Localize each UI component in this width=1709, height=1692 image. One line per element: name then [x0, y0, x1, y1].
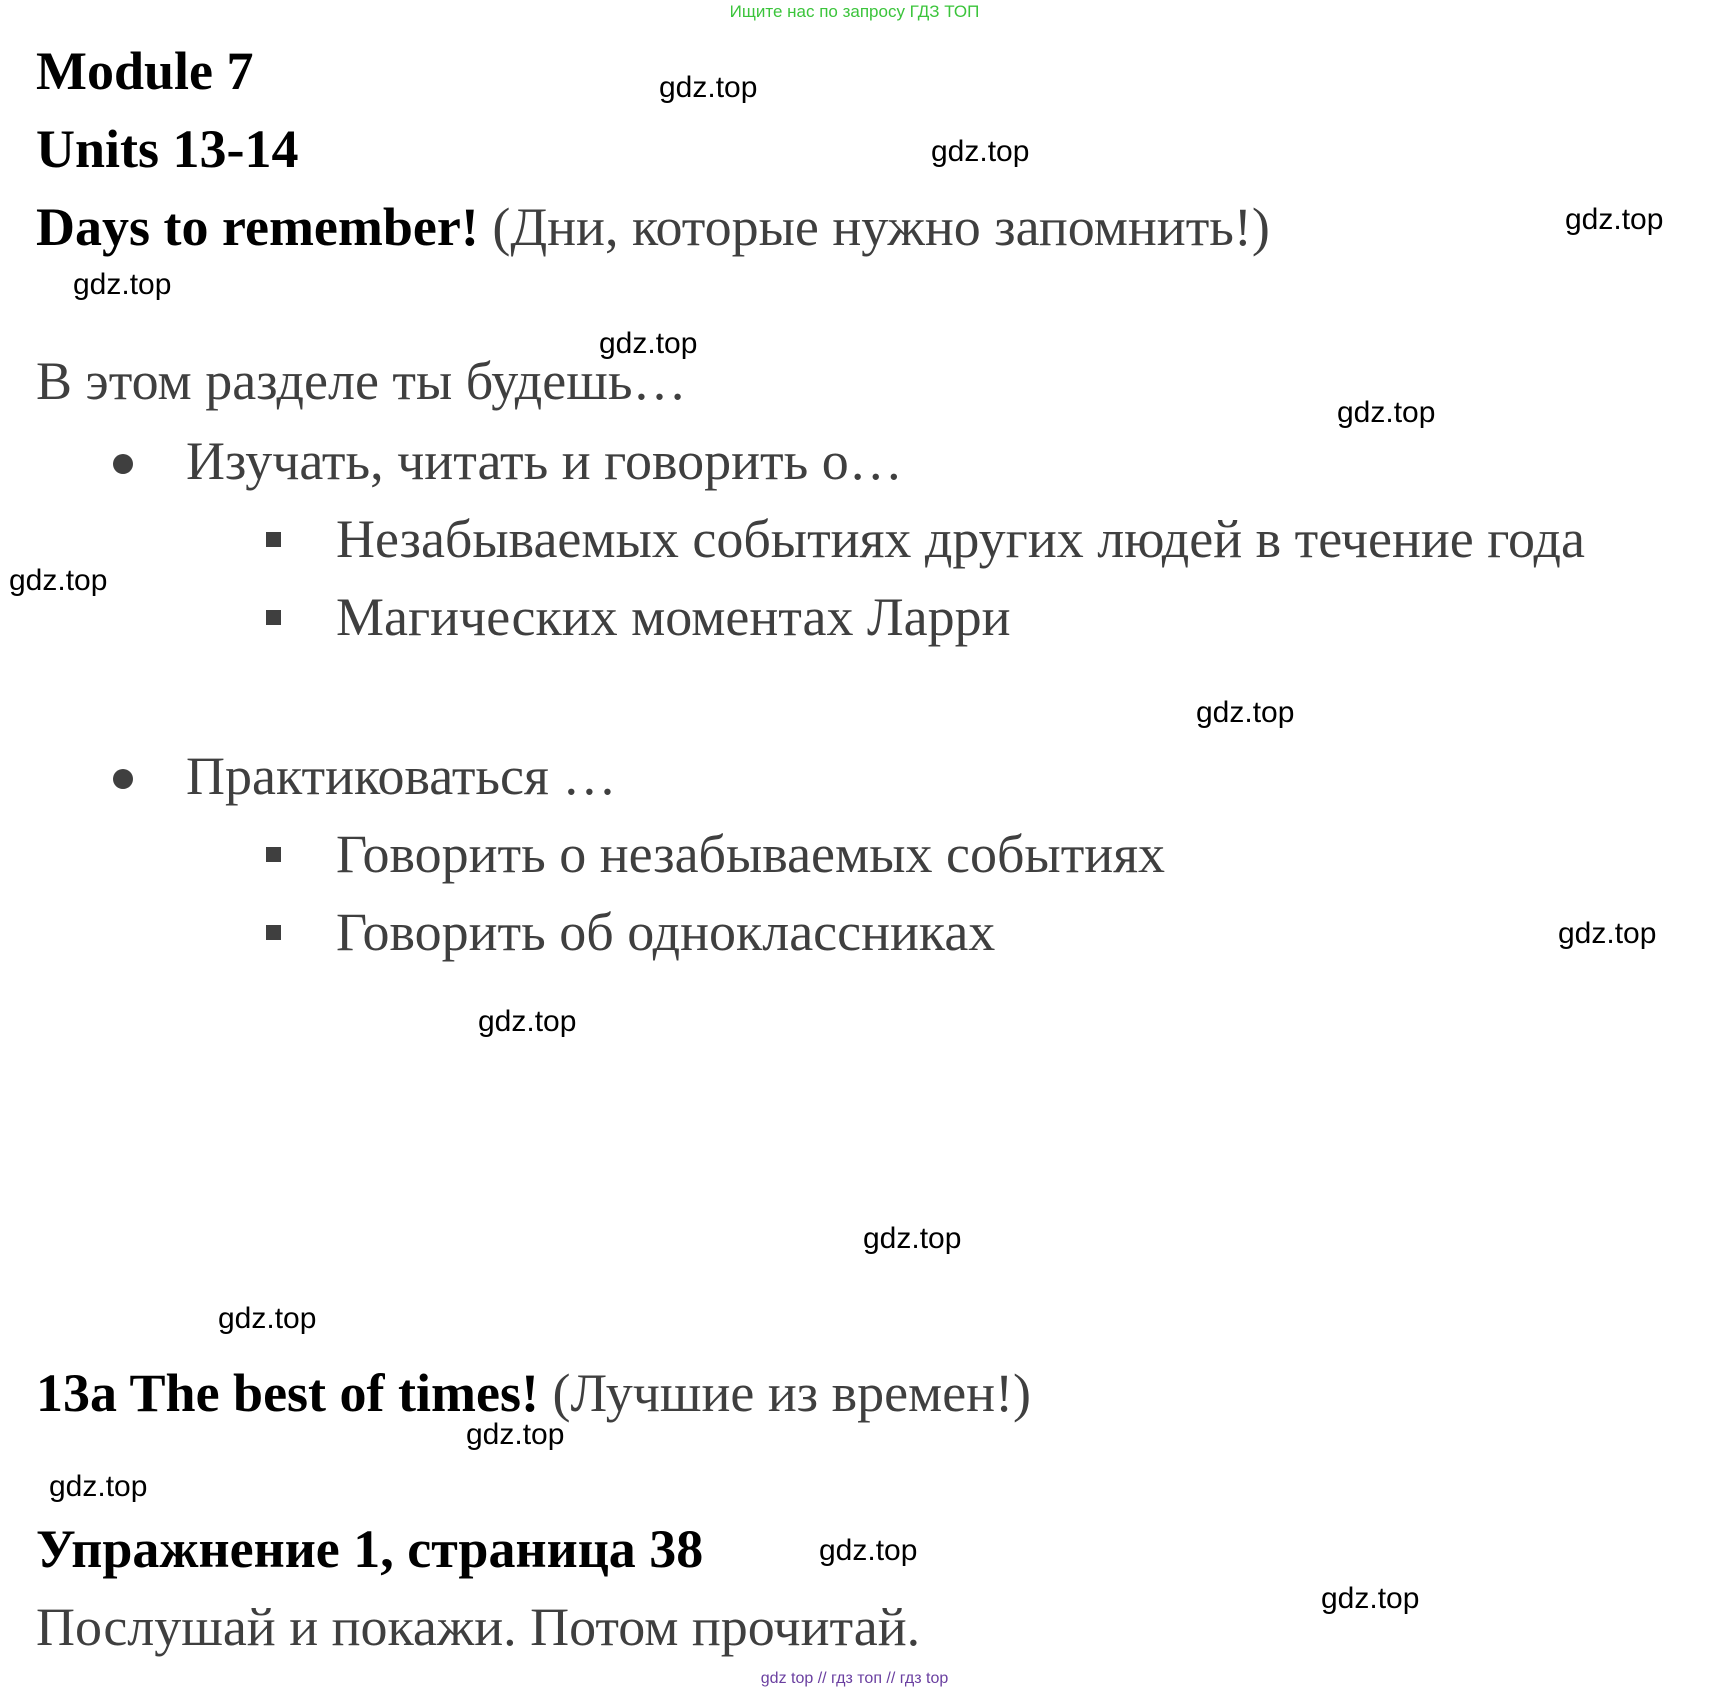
watermark: gdz.top: [863, 1222, 962, 1255]
section-title: [36, 197, 1270, 257]
watermark: gdz.top: [931, 135, 1030, 168]
bullet-label: Изучать, читать и говорить о…: [186, 431, 903, 491]
lesson-title-ru: (Лучшие из времен!): [552, 1363, 1032, 1423]
bullet-square: [266, 532, 281, 547]
watermark: gdz.top: [9, 564, 108, 597]
section-title-en: Days to remember!: [36, 197, 479, 257]
watermark: gdz.top: [1558, 917, 1657, 950]
watermark: gdz.top: [659, 71, 758, 104]
watermark: gdz.top: [1196, 696, 1295, 729]
watermark: gdz.top: [599, 327, 698, 360]
intro-text: В этом разделе ты будешь…: [36, 351, 687, 411]
watermark: gdz.top: [819, 1534, 918, 1567]
bullet-label: Практиковаться …: [186, 746, 617, 806]
section-title-ru: (Дни, которые нужно запомнить!): [492, 197, 1270, 257]
module-title: Module 7: [36, 41, 254, 101]
bullet-square: [266, 925, 281, 940]
sub-bullet-label: Незабываемых событиях других людей в течение года: [336, 509, 1585, 569]
watermark: gdz.top: [466, 1418, 565, 1451]
watermark: gdz.top: [1337, 396, 1436, 429]
watermark: gdz.top: [73, 268, 172, 301]
bullet-dot: [113, 769, 133, 789]
watermark: gdz.top: [1321, 1582, 1420, 1615]
sub-bullet-label: Говорить об одноклассниках: [336, 902, 996, 962]
watermark: gdz.top: [49, 1470, 148, 1503]
bullet-square: [266, 610, 281, 625]
watermark: gdz.top: [1565, 203, 1664, 236]
footer-links: gdz top // гдз топ // гдз top: [760, 1670, 949, 1687]
lesson-title-en: 13a The best of times!: [36, 1363, 539, 1423]
exercise-instruction: Послушай и покажи. Потом прочитай.: [36, 1597, 921, 1657]
bullet-square: [266, 847, 281, 862]
units-title: Units 13-14: [36, 119, 299, 179]
lesson-title: [36, 1363, 1032, 1423]
sub-bullet-label: Магических моментах Ларри: [336, 587, 1011, 647]
bullet-dot: [113, 454, 133, 474]
watermark: gdz.top: [218, 1302, 317, 1335]
watermark: gdz.top: [478, 1005, 577, 1038]
sub-bullet-label: Говорить о незабываемых событиях: [336, 824, 1166, 884]
top-banner: Ищите нас по запросу ГДЗ ТОП: [729, 2, 980, 21]
exercise-title: Упражнение 1, страница 38: [36, 1519, 704, 1579]
